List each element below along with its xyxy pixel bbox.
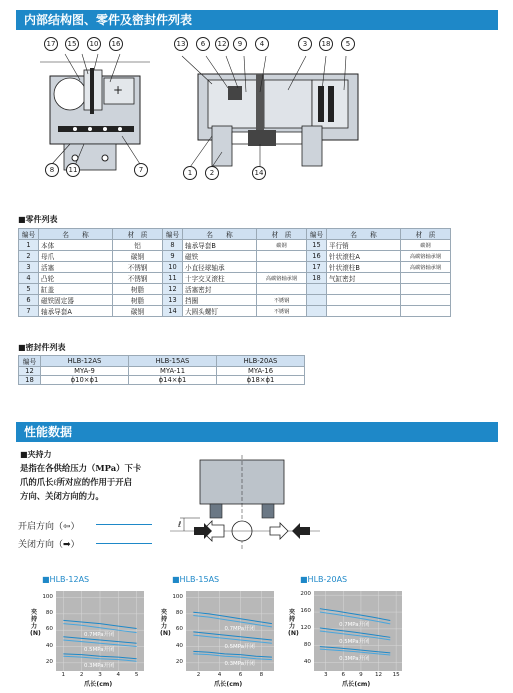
parts-table-row	[19, 306, 451, 317]
parts-cell: 磁铁	[183, 251, 257, 262]
parts-cell	[257, 262, 307, 273]
chart-y-tick: 20	[175, 658, 183, 665]
parts-cell: 高碳铬轴承钢	[401, 251, 451, 262]
chart-annotation: 0.7MPa开闭	[224, 626, 255, 633]
parts-cell: 碳钢	[257, 240, 307, 251]
parts-cell: 不锈钢	[113, 262, 163, 273]
parts-table-row	[19, 262, 451, 273]
parts-cell: 编号	[19, 229, 39, 240]
grip-chart	[288, 575, 414, 691]
parts-cell: 母爪	[39, 251, 113, 262]
chart-y-tick: 60	[45, 626, 53, 633]
callout-13: 13	[174, 37, 188, 51]
chart-plot-area	[186, 591, 274, 671]
chart-x-tick: 9	[359, 672, 363, 678]
right-section-drawing	[168, 40, 368, 190]
chart-x-tick: 12	[374, 672, 383, 678]
parts-cell: 磁铁固定器	[39, 295, 113, 306]
chart-annotation: 0.7MPa开闭	[84, 631, 115, 638]
chart-y-tick: 80	[45, 609, 53, 616]
parts-cell: 十字交叉滚柱	[183, 273, 257, 284]
parts-cell: 碳钢	[401, 240, 451, 251]
parts-cell: 15	[307, 240, 327, 251]
parts-cell	[307, 295, 327, 306]
parts-table-row	[19, 273, 451, 284]
parts-cell: 针状滚柱B	[327, 262, 401, 273]
parts-cell: 1	[19, 240, 39, 251]
seal-cell: HLB-15AS	[129, 356, 217, 367]
open-direction-line	[96, 524, 152, 525]
chart-y-tick: 20	[45, 658, 53, 665]
chart-y-tick: 40	[45, 642, 53, 649]
callout-11: 11	[66, 163, 80, 177]
callout-8: 8	[45, 163, 59, 177]
parts-cell	[401, 273, 451, 284]
chart-y-tick: 80	[303, 641, 311, 648]
parts-cell: 2	[19, 251, 39, 262]
chart-y-tick: 40	[175, 642, 183, 649]
chart-y-tick: 100	[172, 593, 183, 600]
callout-17: 17	[44, 37, 58, 51]
grip-chart	[160, 575, 286, 691]
parts-cell: 5	[19, 284, 39, 295]
chart-x-tick: 5	[134, 672, 139, 678]
parts-cell: 7	[19, 306, 39, 317]
parts-cell: 缸盖	[39, 284, 113, 295]
seal-table-row	[19, 376, 305, 385]
seal-table-row	[19, 367, 305, 376]
parts-table-row	[19, 284, 451, 295]
parts-cell: 12	[163, 284, 183, 295]
callout-5: 5	[341, 37, 355, 51]
chart-annotation: 0.3MPa开闭	[84, 662, 115, 669]
seal-cell: 编号	[19, 356, 41, 367]
chart-x-tick: 4	[116, 672, 121, 678]
parts-cell: 碳钢	[113, 251, 163, 262]
parts-cell: 活塞密封	[183, 284, 257, 295]
parts-cell: 树脂	[113, 284, 163, 295]
chart-plot-area	[56, 591, 144, 671]
chart-y-tick: 80	[175, 609, 183, 616]
parts-cell	[327, 284, 401, 295]
parts-cell	[401, 284, 451, 295]
claw-length-symbol: ℓ	[178, 520, 182, 529]
callout-10: 10	[87, 37, 101, 51]
parts-cell: 针状滚柱A	[327, 251, 401, 262]
parts-cell: 6	[19, 295, 39, 306]
parts-cell: 14	[163, 306, 183, 317]
parts-cell	[327, 295, 401, 306]
chart-x-tick: 2	[196, 672, 201, 678]
grip-heading: ■夹持力	[20, 450, 52, 459]
parts-cell	[307, 306, 327, 317]
chart-y-label: 夹持力(N)	[288, 609, 299, 637]
chart-annotation: 0.3MPa开闭	[224, 661, 255, 668]
chart-annotation: 0.3MPa开闭	[339, 655, 370, 662]
callout-3: 3	[298, 37, 312, 51]
close-direction-label: 关闭方向（➡）	[18, 540, 80, 550]
chart-y-tick: 60	[175, 626, 183, 633]
seal-cell: 12	[19, 367, 41, 376]
parts-cell: 本体	[39, 240, 113, 251]
close-direction-line	[96, 543, 152, 544]
callout-14: 14	[252, 166, 266, 180]
chart-x-tick: 4	[217, 672, 222, 678]
callout-18: 18	[319, 37, 333, 51]
parts-cell: 8	[163, 240, 183, 251]
callout-2: 2	[205, 166, 219, 180]
parts-cell: 名 称	[183, 229, 257, 240]
chart-title: ■HLB-12AS	[42, 575, 90, 584]
chart-x-tick: 6	[341, 672, 346, 678]
chart-x-tick: 6	[238, 672, 243, 678]
parts-table-row	[19, 240, 451, 251]
seal-cell: MYA-9	[41, 367, 129, 376]
parts-cell: 轴承导套B	[183, 240, 257, 251]
parts-cell: 名 称	[327, 229, 401, 240]
parts-cell: 铝	[113, 240, 163, 251]
chart-x-label: 爪长(cm)	[214, 681, 243, 688]
chart-plot-area	[314, 591, 402, 671]
parts-cell: 凸轮	[39, 273, 113, 284]
chart-title: ■HLB-20AS	[300, 575, 348, 584]
parts-cell: 材 质	[401, 229, 451, 240]
parts-cell: 18	[307, 273, 327, 284]
svg-text:+: +	[112, 83, 124, 97]
chart-x-tick: 8	[259, 672, 264, 678]
parts-cell: 高碳铬轴承钢	[257, 273, 307, 284]
parts-cell: 材 质	[257, 229, 307, 240]
callout-16: 16	[109, 37, 123, 51]
section-title-structure: 内部结构图、零件及密封件列表	[16, 10, 498, 30]
callout-4: 4	[255, 37, 269, 51]
seal-cell: ϕ14×ϕ1	[129, 376, 217, 385]
chart-annotation: 0.5MPa开闭	[339, 639, 370, 646]
chart-y-tick: 40	[303, 658, 311, 665]
parts-cell: 13	[163, 295, 183, 306]
grip-desc-line1: 是指在各供给压力（MPa）下卡	[20, 463, 142, 473]
grip-desc-line2: 爪的爪长ℓ所对应的作用于开启	[20, 477, 133, 487]
parts-cell: 活塞	[39, 262, 113, 273]
chart-y-label: 夹持力(N)	[30, 609, 41, 637]
parts-cell: 4	[19, 273, 39, 284]
parts-cell: 轴承导套A	[39, 306, 113, 317]
seal-list-heading: ■密封件列表	[18, 343, 66, 352]
chart-x-tick: 3	[323, 672, 328, 678]
parts-cell	[257, 251, 307, 262]
chart-y-tick: 100	[42, 593, 53, 600]
parts-list-heading: ■零件列表	[18, 215, 58, 224]
parts-cell	[401, 306, 451, 317]
section-title-performance: 性能数据	[16, 422, 498, 442]
grip-desc-line3: 方向、关闭方向的力。	[20, 491, 104, 501]
parts-cell: 不锈钢	[113, 273, 163, 284]
parts-cell: 大圆头螺钉	[183, 306, 257, 317]
parts-cell: 名 称	[39, 229, 113, 240]
parts-cell	[401, 295, 451, 306]
chart-y-tick: 120	[300, 624, 311, 631]
seal-cell: 18	[19, 376, 41, 385]
parts-cell: 挡圈	[183, 295, 257, 306]
parts-cell: 树脂	[113, 295, 163, 306]
callout-7: 7	[134, 163, 148, 177]
callout-6: 6	[196, 37, 210, 51]
parts-cell	[257, 284, 307, 295]
chart-annotation: 0.7MPa开闭	[339, 621, 370, 628]
parts-cell: 小直径球轴承	[183, 262, 257, 273]
parts-cell: 编号	[163, 229, 183, 240]
parts-table	[18, 228, 451, 317]
seal-table-header	[19, 356, 305, 367]
chart-title: ■HLB-15AS	[172, 575, 220, 584]
parts-cell: 气缸密封	[327, 273, 401, 284]
grip-force-diagram	[170, 455, 320, 550]
parts-cell: 10	[163, 262, 183, 273]
parts-cell: 17	[307, 262, 327, 273]
parts-cell: 9	[163, 251, 183, 262]
callout-1: 1	[183, 166, 197, 180]
chart-annotation: 0.5MPa开闭	[84, 647, 115, 654]
left-section-drawing	[40, 40, 170, 190]
chart-x-tick: 2	[79, 672, 84, 678]
chart-x-label: 爪长(cm)	[342, 681, 371, 688]
parts-cell: 碳钢	[113, 306, 163, 317]
open-direction-label: 开启方向（⇦）	[18, 522, 80, 532]
grip-chart	[30, 575, 156, 691]
parts-table-row	[19, 251, 451, 262]
parts-cell	[327, 306, 401, 317]
parts-cell: 11	[163, 273, 183, 284]
callout-9: 9	[233, 37, 247, 51]
seal-cell: MYA-11	[129, 367, 217, 376]
callout-12: 12	[215, 37, 229, 51]
parts-cell: 不锈钢	[257, 295, 307, 306]
chart-y-tick: 160	[300, 608, 311, 615]
parts-cell: 16	[307, 251, 327, 262]
parts-cell: 材 质	[113, 229, 163, 240]
seal-cell: MYA-16	[217, 367, 305, 376]
seal-cell: ϕ10×ϕ1	[41, 376, 129, 385]
seal-cell: ϕ18×ϕ1	[217, 376, 305, 385]
parts-cell: 3	[19, 262, 39, 273]
seal-cell: HLB-20AS	[217, 356, 305, 367]
chart-x-tick: 1	[61, 672, 66, 678]
parts-table-header	[19, 229, 451, 240]
parts-cell: 编号	[307, 229, 327, 240]
callout-15: 15	[65, 37, 79, 51]
chart-y-label: 夹持力(N)	[160, 609, 171, 637]
chart-x-tick: 3	[98, 672, 102, 678]
parts-cell	[307, 284, 327, 295]
chart-x-tick: 15	[392, 672, 400, 678]
parts-cell: 不锈钢	[257, 306, 307, 317]
parts-table-row	[19, 295, 451, 306]
chart-annotation: 0.5MPa开闭	[224, 643, 255, 650]
seal-table	[18, 355, 305, 385]
chart-y-tick: 200	[300, 591, 311, 598]
parts-cell: 平行销	[327, 240, 401, 251]
seal-cell: HLB-12AS	[41, 356, 129, 367]
parts-cell: 高碳铬轴承钢	[401, 262, 451, 273]
chart-x-label: 爪长(cm)	[84, 681, 113, 688]
